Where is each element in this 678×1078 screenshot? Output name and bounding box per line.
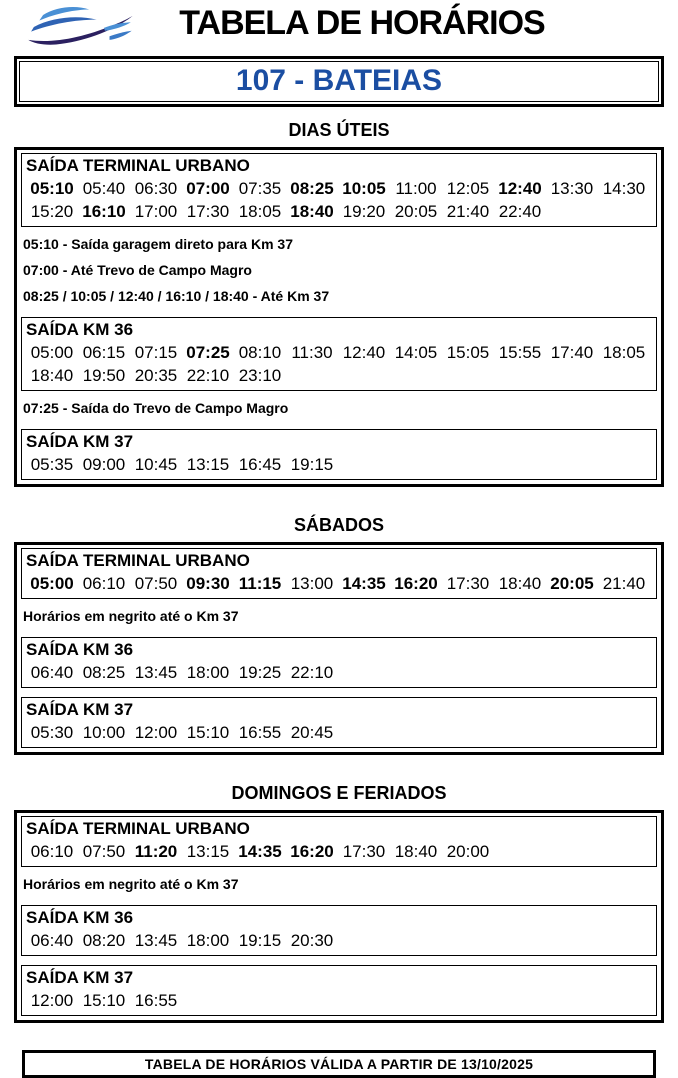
section-box — [14, 542, 664, 755]
time-value: 13:00 — [290, 574, 334, 593]
time-value: 09:00 — [82, 455, 126, 474]
time-value: 21:40 — [446, 202, 490, 221]
time-value: 18:40 — [30, 366, 74, 385]
time-value: 22:40 — [498, 202, 542, 221]
timetable-sections — [0, 120, 678, 1023]
time-value: 07:25 — [186, 343, 230, 362]
time-value: 06:40 — [30, 663, 74, 682]
time-value: 05:00 — [30, 574, 74, 593]
schedule-note: 07:00 - Até Trevo de Campo Magro — [23, 262, 252, 278]
times-list — [26, 453, 653, 476]
departure-point-label: SAÍDA KM 37 — [26, 432, 134, 451]
departure-point-label: SAÍDA KM 36 — [26, 320, 134, 339]
departure-point-label: SAÍDA KM 36 — [26, 908, 134, 927]
time-value: 12:00 — [30, 991, 74, 1010]
time-value: 11:15 — [238, 574, 282, 593]
time-value: 18:05 — [602, 343, 646, 362]
section-box — [14, 147, 664, 487]
section-title: SÁBADOS — [293, 515, 384, 535]
times-list — [26, 989, 653, 1012]
time-value: 22:10 — [186, 366, 230, 385]
route-box-inner — [19, 61, 659, 102]
time-value: 05:00 — [30, 343, 74, 362]
schedule-note: Horários em negrito até o Km 37 — [23, 876, 239, 892]
time-value: 08:20 — [82, 931, 126, 950]
schedule-note: 08:25 / 10:05 / 12:40 / 16:10 / 18:40 - Até Km 37 — [23, 288, 330, 304]
time-value: 16:55 — [134, 991, 178, 1010]
time-value: 15:10 — [186, 723, 230, 742]
departure-box — [21, 905, 657, 956]
time-value: 19:25 — [238, 663, 282, 682]
time-value: 06:10 — [30, 842, 74, 861]
departure-box — [21, 637, 657, 688]
time-value: 10:05 — [342, 179, 386, 198]
time-value: 14:35 — [342, 574, 386, 593]
time-value: 20:05 — [550, 574, 594, 593]
validity-footer: TABELA DE HORÁRIOS VÁLIDA A PARTIR DE 13/10/2025 — [22, 1050, 656, 1078]
time-value: 16:55 — [238, 723, 282, 742]
time-value: 05:40 — [82, 179, 126, 198]
times-list — [26, 721, 653, 744]
time-value: 16:10 — [82, 202, 126, 221]
time-value: 06:15 — [82, 343, 126, 362]
time-value: 07:35 — [238, 179, 282, 198]
time-value: 22:10 — [290, 663, 334, 682]
time-value: 07:00 — [186, 179, 230, 198]
time-value: 20:45 — [290, 723, 334, 742]
time-value: 05:10 — [30, 179, 74, 198]
time-value: 15:55 — [498, 343, 542, 362]
time-value: 13:15 — [186, 455, 230, 474]
schedule-note: Horários em negrito até o Km 37 — [23, 608, 239, 624]
time-value: 08:25 — [82, 663, 126, 682]
time-value: 17:30 — [446, 574, 490, 593]
time-value: 14:05 — [394, 343, 438, 362]
time-value: 14:35 — [238, 842, 282, 861]
time-value: 17:40 — [550, 343, 594, 362]
time-value: 12:40 — [342, 343, 386, 362]
time-value: 16:20 — [290, 842, 334, 861]
timetable-section — [0, 515, 678, 755]
section-box — [14, 810, 664, 1023]
departure-box — [21, 153, 657, 227]
timetable-section — [0, 783, 678, 1023]
time-value: 08:10 — [238, 343, 282, 362]
time-value: 10:45 — [134, 455, 178, 474]
schedule-note: 05:10 - Saída garagem direto para Km 37 — [23, 236, 293, 252]
time-value: 06:30 — [134, 179, 178, 198]
time-value: 06:40 — [30, 931, 74, 950]
time-value: 14:30 — [602, 179, 646, 198]
departure-box — [21, 965, 657, 1016]
times-list — [26, 341, 653, 387]
time-value: 18:05 — [238, 202, 282, 221]
time-value: 09:30 — [186, 574, 230, 593]
time-value: 05:30 — [30, 723, 74, 742]
time-value: 20:05 — [394, 202, 438, 221]
time-value: 11:30 — [291, 343, 333, 362]
time-value: 20:30 — [290, 931, 334, 950]
time-value: 15:05 — [446, 343, 490, 362]
times-list — [26, 840, 653, 863]
time-value: 11:00 — [395, 179, 437, 198]
time-value: 15:10 — [82, 991, 126, 1010]
departure-box — [21, 697, 657, 748]
departure-box — [21, 317, 657, 391]
timetable-section — [0, 120, 678, 487]
section-title: DOMINGOS E FERIADOS — [231, 783, 447, 803]
time-value: 21:40 — [602, 574, 646, 593]
time-value: 20:35 — [134, 366, 178, 385]
departure-point-label: SAÍDA TERMINAL URBANO — [26, 156, 250, 175]
departure-box — [21, 816, 657, 867]
time-value: 18:40 — [394, 842, 438, 861]
times-list — [26, 572, 653, 595]
time-value: 07:50 — [82, 842, 126, 861]
time-value: 13:15 — [186, 842, 230, 861]
page-title: TABELA DE HORÁRIOS — [179, 4, 545, 42]
time-value: 23:10 — [238, 366, 282, 385]
times-list — [26, 177, 653, 223]
time-value: 17:00 — [134, 202, 178, 221]
time-value: 11:20 — [134, 842, 178, 861]
time-value: 18:40 — [498, 574, 542, 593]
time-value: 18:40 — [290, 202, 334, 221]
time-value: 16:20 — [394, 574, 438, 593]
time-value: 17:30 — [186, 202, 230, 221]
section-title: DIAS ÚTEIS — [288, 120, 390, 140]
time-value: 18:00 — [186, 663, 230, 682]
time-value: 13:45 — [134, 931, 178, 950]
time-value: 16:45 — [238, 455, 282, 474]
time-value: 12:40 — [498, 179, 542, 198]
time-value: 19:15 — [290, 455, 334, 474]
times-list — [26, 661, 653, 684]
departure-point-label: SAÍDA TERMINAL URBANO — [26, 551, 250, 570]
schedule-note: 07:25 - Saída do Trevo de Campo Magro — [23, 400, 289, 416]
time-value: 18:00 — [186, 931, 230, 950]
time-value: 19:20 — [342, 202, 386, 221]
page-header — [0, 0, 678, 54]
time-value: 12:05 — [446, 179, 490, 198]
times-list — [26, 929, 653, 952]
time-value: 15:20 — [30, 202, 74, 221]
time-value: 19:50 — [82, 366, 126, 385]
time-value: 20:00 — [446, 842, 490, 861]
departure-point-label: SAÍDA KM 37 — [26, 968, 134, 987]
time-value: 07:15 — [134, 343, 178, 362]
time-value: 05:35 — [30, 455, 74, 474]
time-value: 07:50 — [134, 574, 178, 593]
departure-box — [21, 429, 657, 480]
time-value: 19:15 — [238, 931, 282, 950]
time-value: 08:25 — [290, 179, 334, 198]
departure-point-label: SAÍDA KM 37 — [26, 700, 134, 719]
departure-box — [21, 548, 657, 599]
departure-point-label: SAÍDA TERMINAL URBANO — [26, 819, 250, 838]
time-value: 13:45 — [134, 663, 178, 682]
departure-point-label: SAÍDA KM 36 — [26, 640, 134, 659]
time-value: 17:30 — [342, 842, 386, 861]
route-title: 107 - BATEIAS — [235, 64, 443, 97]
time-value: 06:10 — [82, 574, 126, 593]
time-value: 12:00 — [134, 723, 178, 742]
time-value: 10:00 — [82, 723, 126, 742]
route-box — [14, 56, 664, 107]
time-value: 13:30 — [550, 179, 594, 198]
